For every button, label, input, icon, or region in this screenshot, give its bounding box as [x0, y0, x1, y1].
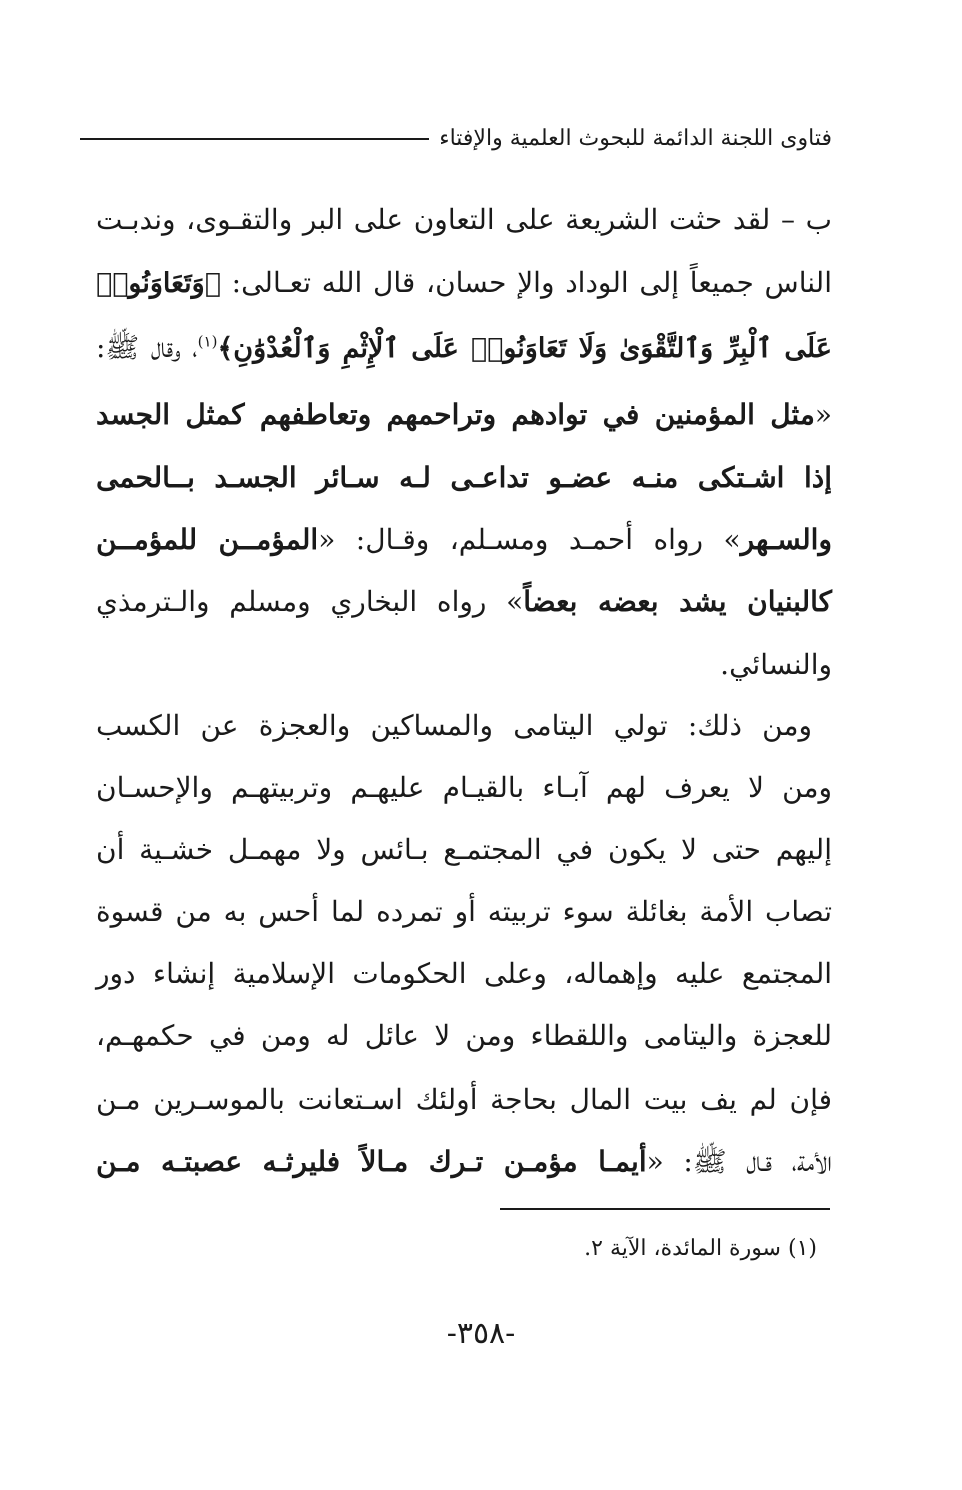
- hadith-text: إذا اشـتكى منـه عضـو تداعـى لـه سـائر الجسـد بــالحمى: [96, 461, 832, 494]
- text-line: للعجزة واليتامى واللقطاء ومن لا عائل له ومن في حكمهـم،: [96, 1019, 832, 1052]
- hadith-text: المؤمــن للمؤمــن: [96, 523, 319, 556]
- header-title: فتاوى اللجنة الدائمة للبحوث العلمية والإفتاء: [439, 126, 832, 151]
- quran-verse: ﴿وَتَعَاوَنُوا۟: [96, 268, 221, 299]
- hadith-text: أيمـا مؤمـن تـرك مـالاً فليرثـه عصبتـه مـن: [96, 1145, 647, 1178]
- hadith-text: والسـهر: [740, 523, 832, 556]
- text-line: المجتمع عليه وإهماله، وعلى الحكومات الإسلامية إنشاء دور: [96, 957, 832, 990]
- header-rule: [80, 138, 429, 140]
- text-line: تصاب الأمة بغائلة سوء تربيته أو تمرده لما أحس به من قسوة: [96, 895, 832, 928]
- text-line: والسـهر» رواه أحمـد ومسـلم، وقـال: «المؤمــن للمؤمــن: [96, 523, 832, 556]
- text-line: الناس جميعاً إلى الوداد والإ حسان، قال الله تعـالى: ﴿وَتَعَاوَنُوا۟: [96, 266, 832, 299]
- quran-verse: عَلَى ٱلْبِرِّ وَٱلتَّقْوَىٰ وَلَا تَعَاوَنُوا۟ عَلَى ٱلْإِثْمِ وَٱلْعُدْوَٰنِ﴾: [217, 333, 832, 364]
- page-number: -٣٥٨-: [446, 1316, 516, 1351]
- footnote: (١) سورة المائدة، الآية ٢.: [584, 1236, 817, 1261]
- text-line: إليهم حتى لا يكون في المجتمـع بـائس ولا مهمـل خشـية أن: [96, 833, 832, 866]
- hadith-text: مثل المؤمنين في توادهم وتراحمهم وتعاطفهم كمثل الجسد: [96, 398, 815, 431]
- text-line: ب – لقد حثت الشريعة على التعاون على البر والتقـوى، وندبـت: [96, 203, 832, 236]
- text-line: عَلَى ٱلْبِرِّ وَٱلتَّقْوَىٰ وَلَا تَعَاوَنُوا۟ عَلَى ٱلْإِثْمِ وَٱلْعُدْوَٰنِ﴾$^{(١)}$، وقال ﷺ:: [96, 331, 832, 364]
- text-line: ومن ذلك: تولي اليتامى والمساكين والعجزة عن الكسب: [96, 709, 812, 742]
- footnote-marker: (١): [197, 332, 218, 351]
- running-header: [80, 126, 832, 151]
- text-line: الأمة، قـال ﷺ: «أيمـا مؤمـن تـرك مـالاً فليرثـه عصبتـه مـن: [96, 1145, 832, 1178]
- text-line: [96, 458, 832, 498]
- text-line: فإن لم يف بيت المال بحاجة أولئك اسـتعانت بالموسـرين مـن: [96, 1083, 832, 1116]
- text-line: والنسائي.: [720, 648, 832, 681]
- footnote-divider: [500, 1208, 830, 1210]
- text-line: كالبنيان يشد بعضه بعضاً» رواه البخاري ومسلم والـترمذي: [96, 585, 832, 618]
- hadith-text: كالبنيان يشد بعضه بعضاً: [523, 585, 832, 618]
- text-line: ومن لا يعرف لهم آبـاء بالقيـام عليهـم وتربيتهـم والإحسـان: [96, 771, 832, 804]
- text-line: «مثل المؤمنين في توادهم وتراحمهم وتعاطفهم كمثل الجسد: [96, 398, 832, 431]
